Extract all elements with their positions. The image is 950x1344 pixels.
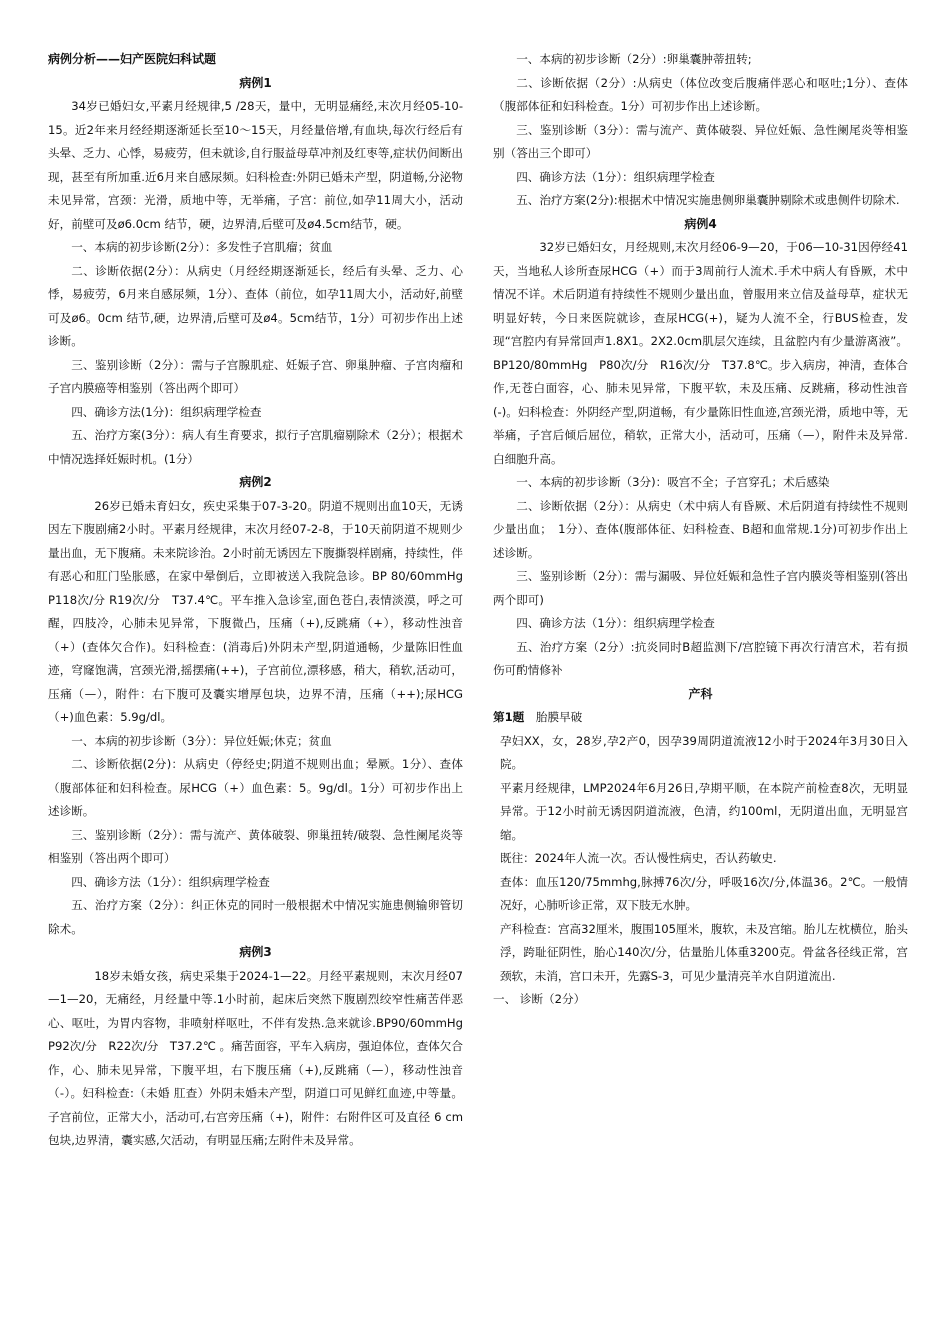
case-4-title: 病例4	[684, 216, 717, 231]
obstetrics-past-history: 既往：2024年人流一次。否认慢性病史，否认药敏史.	[499, 851, 777, 865]
question-number: 第1题	[493, 710, 525, 724]
obstetrics-question-heading	[493, 706, 908, 730]
case-4-basis: 二、诊断依据（2分）：从病史（术中病人有昏厥、术后阴道有持续性不规则少量出血； 1分）、查体(腹部体征、妇科检查、B超和血常规.1分)可初步作出上述诊断。	[493, 498, 908, 560]
case-1-treatment: 五、治疗方案(3分）：病人有生育要求，拟行子宫肌瘤剔除术（2分）；根据术中情况选择妊娠时机。(1分）	[48, 428, 463, 466]
case-2-title: 病例2	[239, 475, 272, 489]
document-title: 病例分析——妇产医院妇科试题	[48, 52, 217, 66]
case-4-differential: 三、鉴别诊断（2分）：需与漏吸、异位妊娠和急性子宫内膜炎等相鉴别(答出两个即可)	[493, 569, 908, 607]
case-4-confirm: 四、确诊方法（1分）：组织病理学检查	[516, 616, 715, 630]
obstetrics-obstetric-exam: 产科检查：宫高32厘米，腹围105厘米，腹软，未及宫缩。胎儿左枕横位，胎头浮，跨耻征阴性，胎心140次/分，估量胎儿体重3200克。骨盆各径线正常，宫颈软，未消，宫口未开，先露S-3，可见少量清亮羊水自阴道流出.	[499, 921, 908, 983]
obstetrics-history: 平素月经规律，LMP2024年6月26日,孕期平顺，在本院产前检查8次，无明显异常。于12小时前无诱因阴道流液，色清，约100ml，无阴道出血，无明显宫缩。	[499, 780, 908, 842]
case-2-confirm: 四、确诊方法（1分）：组织病理学检查	[71, 874, 270, 889]
case-4-treatment: 五、治疗方案（2分）:抗炎同时B超监测下/宫腔镜下再次行清宫术，若有损伤可酌情修补	[493, 639, 908, 677]
case-2-differential: 三、鉴别诊断（2分）：需与流产、黄体破裂、卵巢扭转/破裂、急性阑尾炎等相鉴别（答出两个即可）	[48, 827, 463, 865]
left-column	[48, 48, 479, 1153]
case-1-confirm: 四、确诊方法(1分)：组织病理学检查	[71, 404, 262, 419]
case-1-history: 34岁已婚妇女,平素月经规律,5 /28天，量中，无明显痛经,末次月经05-10-15。近2年来月经经期逐渐延长至10～15天，月经量倍增,有血块,每次行经后有头晕、乏力、心悸，易疲劳，但未就诊,自行服益母草冲剂及红枣等,症状仍间断出现，甚至有所加重.近6月来自感尿频。妇科检查:外阴已婚未产型，阴道畅,分泌物未见异常，宫颈：光滑，质地中等，无举痛，子宫：前位,如孕11周大小，活动好，前壁可及ø6.0cm 结节，硬，边界清,后壁可及ø4.5cm结节，硬。	[48, 99, 463, 231]
case-4-diagnosis: 一、本病的初步诊断（3分)：吸宫不全；子宫穿孔；术后感染	[516, 475, 830, 489]
question-name: 胎膜早破	[535, 710, 583, 724]
case-3-diagnosis: 一、本病的初步诊断（2分）:卵巢囊肿蒂扭转;	[516, 52, 752, 66]
case-2-diagnosis: 一、本病的初步诊断（3分）：异位妊娠;休克；贫血	[71, 733, 332, 748]
case-2-history: 26岁已婚未育妇女，疾史采集于07-3-20。阴道不规则出血10天，无诱因左下腹剧痛2小时。平素月经规律，末次月经07-2-8，于10天前阴道不规则少量出血，无下腹痛。未来院诊治。2小时前无诱因左下腹撕裂样剧痛，持续性，伴有恶心和肛门坠胀感，在家中晕倒后，立即被送入我院急诊。BP 80/60mmHg P118次/分 R19次/分 T37.4℃。平车推入急诊室,面色苍白,表情淡漠，呼之可醒，四肢冷，心肺未见异常，下腹微凸，压痛（+),反跳痛（+），移动性浊音（+）(查体欠合作)。妇科检查：(消毒后)外阴未产型,阴道通畅，少量陈旧性血迹，穹窿饱满，宫颈光滑,摇摆痛(++)，子宫前位,漂移感，稍大，稍软,活动可，压痛（—），附件：右下腹可及囊实增厚包块，边界不清，压痛（++);尿HCG（+)血色素：5.9g/dl。	[48, 498, 463, 724]
case-2-treatment: 五、治疗方案（2分）：纠正休克的同时一般根据术中情况实施患侧输卵管切除术。	[48, 898, 463, 936]
obstetrics-patient-info: 孕妇XX，女，28岁,孕2产0，因孕39周阴道流液12小时于2024年3月30日入院。	[499, 733, 908, 771]
case-1-title: 病例1	[239, 75, 272, 90]
obstetrics-section-title: 产科	[688, 686, 713, 701]
case-3-title: 病例3	[239, 945, 272, 959]
case-3-differential: 三、鉴别诊断（3分）：需与流产、黄体破裂、异位妊娠、急性阑尾炎等相鉴别（答出三个即可）	[493, 122, 908, 160]
right-column	[493, 48, 908, 1012]
case-3-treatment: 五、治疗方案(2分):根据术中情况实施患侧卵巢囊肿剔除术或患侧件切除术.	[516, 193, 900, 207]
case-1-basis: 二、诊断依据(2分）：从病史（月经经期逐渐延长，经后有头晕、乏力、心悸，易疲劳，6月来自感尿频，1分）、查体（前位，如孕11周大小，活动好,前壁可及ø6。0cm 结节,硬，边界清,后壁可及ø4。5cm结节，1分）可初步作出上述诊断。	[48, 263, 463, 348]
obstetrics-diagnosis-question: 一、 诊断（2分）	[493, 992, 586, 1006]
case-1-differential: 三、鉴别诊断（2分）：需与子宫腺肌症、妊娠子宫、卵巢肿瘤、子宫肉瘤和子宫内膜癌等相鉴别（答出两个即可）	[48, 357, 463, 395]
case-3-confirm: 四、确诊方法（1分）：组织病理学检查	[516, 169, 715, 184]
case-2-basis: 二、诊断依据(2分)：从病史（停经史;阴道不规则出血；晕厥。1分）、查体（腹部体征和妇科检查。尿HCG（+）血色素：5。9g/dl。1分）可初步作出上述诊断。	[48, 757, 463, 818]
case-4-history: 32岁已婚妇女，月经规则,末次月经06-9—20，于06—10-31因停经41天，当地私人诊所查尿HCG（+）而于3周前行人流术.手术中病人有昏厥，术中情况不详。术后阴道有持续性不规则少量出血，曾服用来立信及益母草，症状无明显好转，今日来医院就诊，查尿HCG(+)，疑为人流不全，行BUS检查，发现“宫腔内有异常回声1.8X1。2X2.0cm肌层欠连续，且盆腔内有少量游离液”。BP120/80mmHg P80次/分 R16次/分 T37.8℃。步入病房，神清，查体合作,无苍白面容，心、肺未见异常，下腹平软，未及压痛、反跳痛，移动性浊音(-)。妇科检查：外阴经产型,阴道畅，有少量陈旧性血迹,宫颈光滑，质地中等，无举痛，子宫后倾后屈位，稍软，正常大小，活动可，压痛（—），附件未及异常.白细胞升高。	[493, 240, 908, 466]
case-1-diagnosis: 一、本病的初步诊断(2分）：多发性子宫肌瘤；贫血	[71, 240, 333, 254]
case-3-history: 18岁未婚女孩，病史采集于2024-1—22。月经平素规则，末次月经07—1—20，无痛经，月经量中等.1小时前，起床后突然下腹剧烈绞窄性痛苦伴恶心、呕吐，为胃内容物，非喷射样呕吐，不伴有发热.急来就诊.BP90/60mmHg P92次/分 R22次/分 T37.2℃ 。痛苦面容，平车入病房，强迫体位，查体欠合作，心、肺未见异常，下腹平坦，右下腹压痛（+),反跳痛（—），移动性浊音（-）。妇科检查:（未婚 肛查）外阴未婚未产型，阴道口可见鲜红血迹,中等量。子宫前位，正常大小，活动可,右宫旁压痛（+)，附件：右附件区可及直径 6 cm 包块,边界清，囊实感,欠活动，有明显压痛;左附件未及异常。	[48, 968, 479, 1147]
case-3-basis: 二、诊断依据（2分）:从病史（体位改变后腹痛伴恶心和呕吐;1分）、查体（腹部体征和妇科检查。1分）可初步作出上述诊断。	[493, 75, 908, 113]
obstetrics-physical-exam: 查体：血压120/75mmhg,脉搏76次/分，呼吸16次/分,体温36。2℃。一般情况好，心肺听诊正常，双下肢无水肿。	[499, 874, 908, 912]
